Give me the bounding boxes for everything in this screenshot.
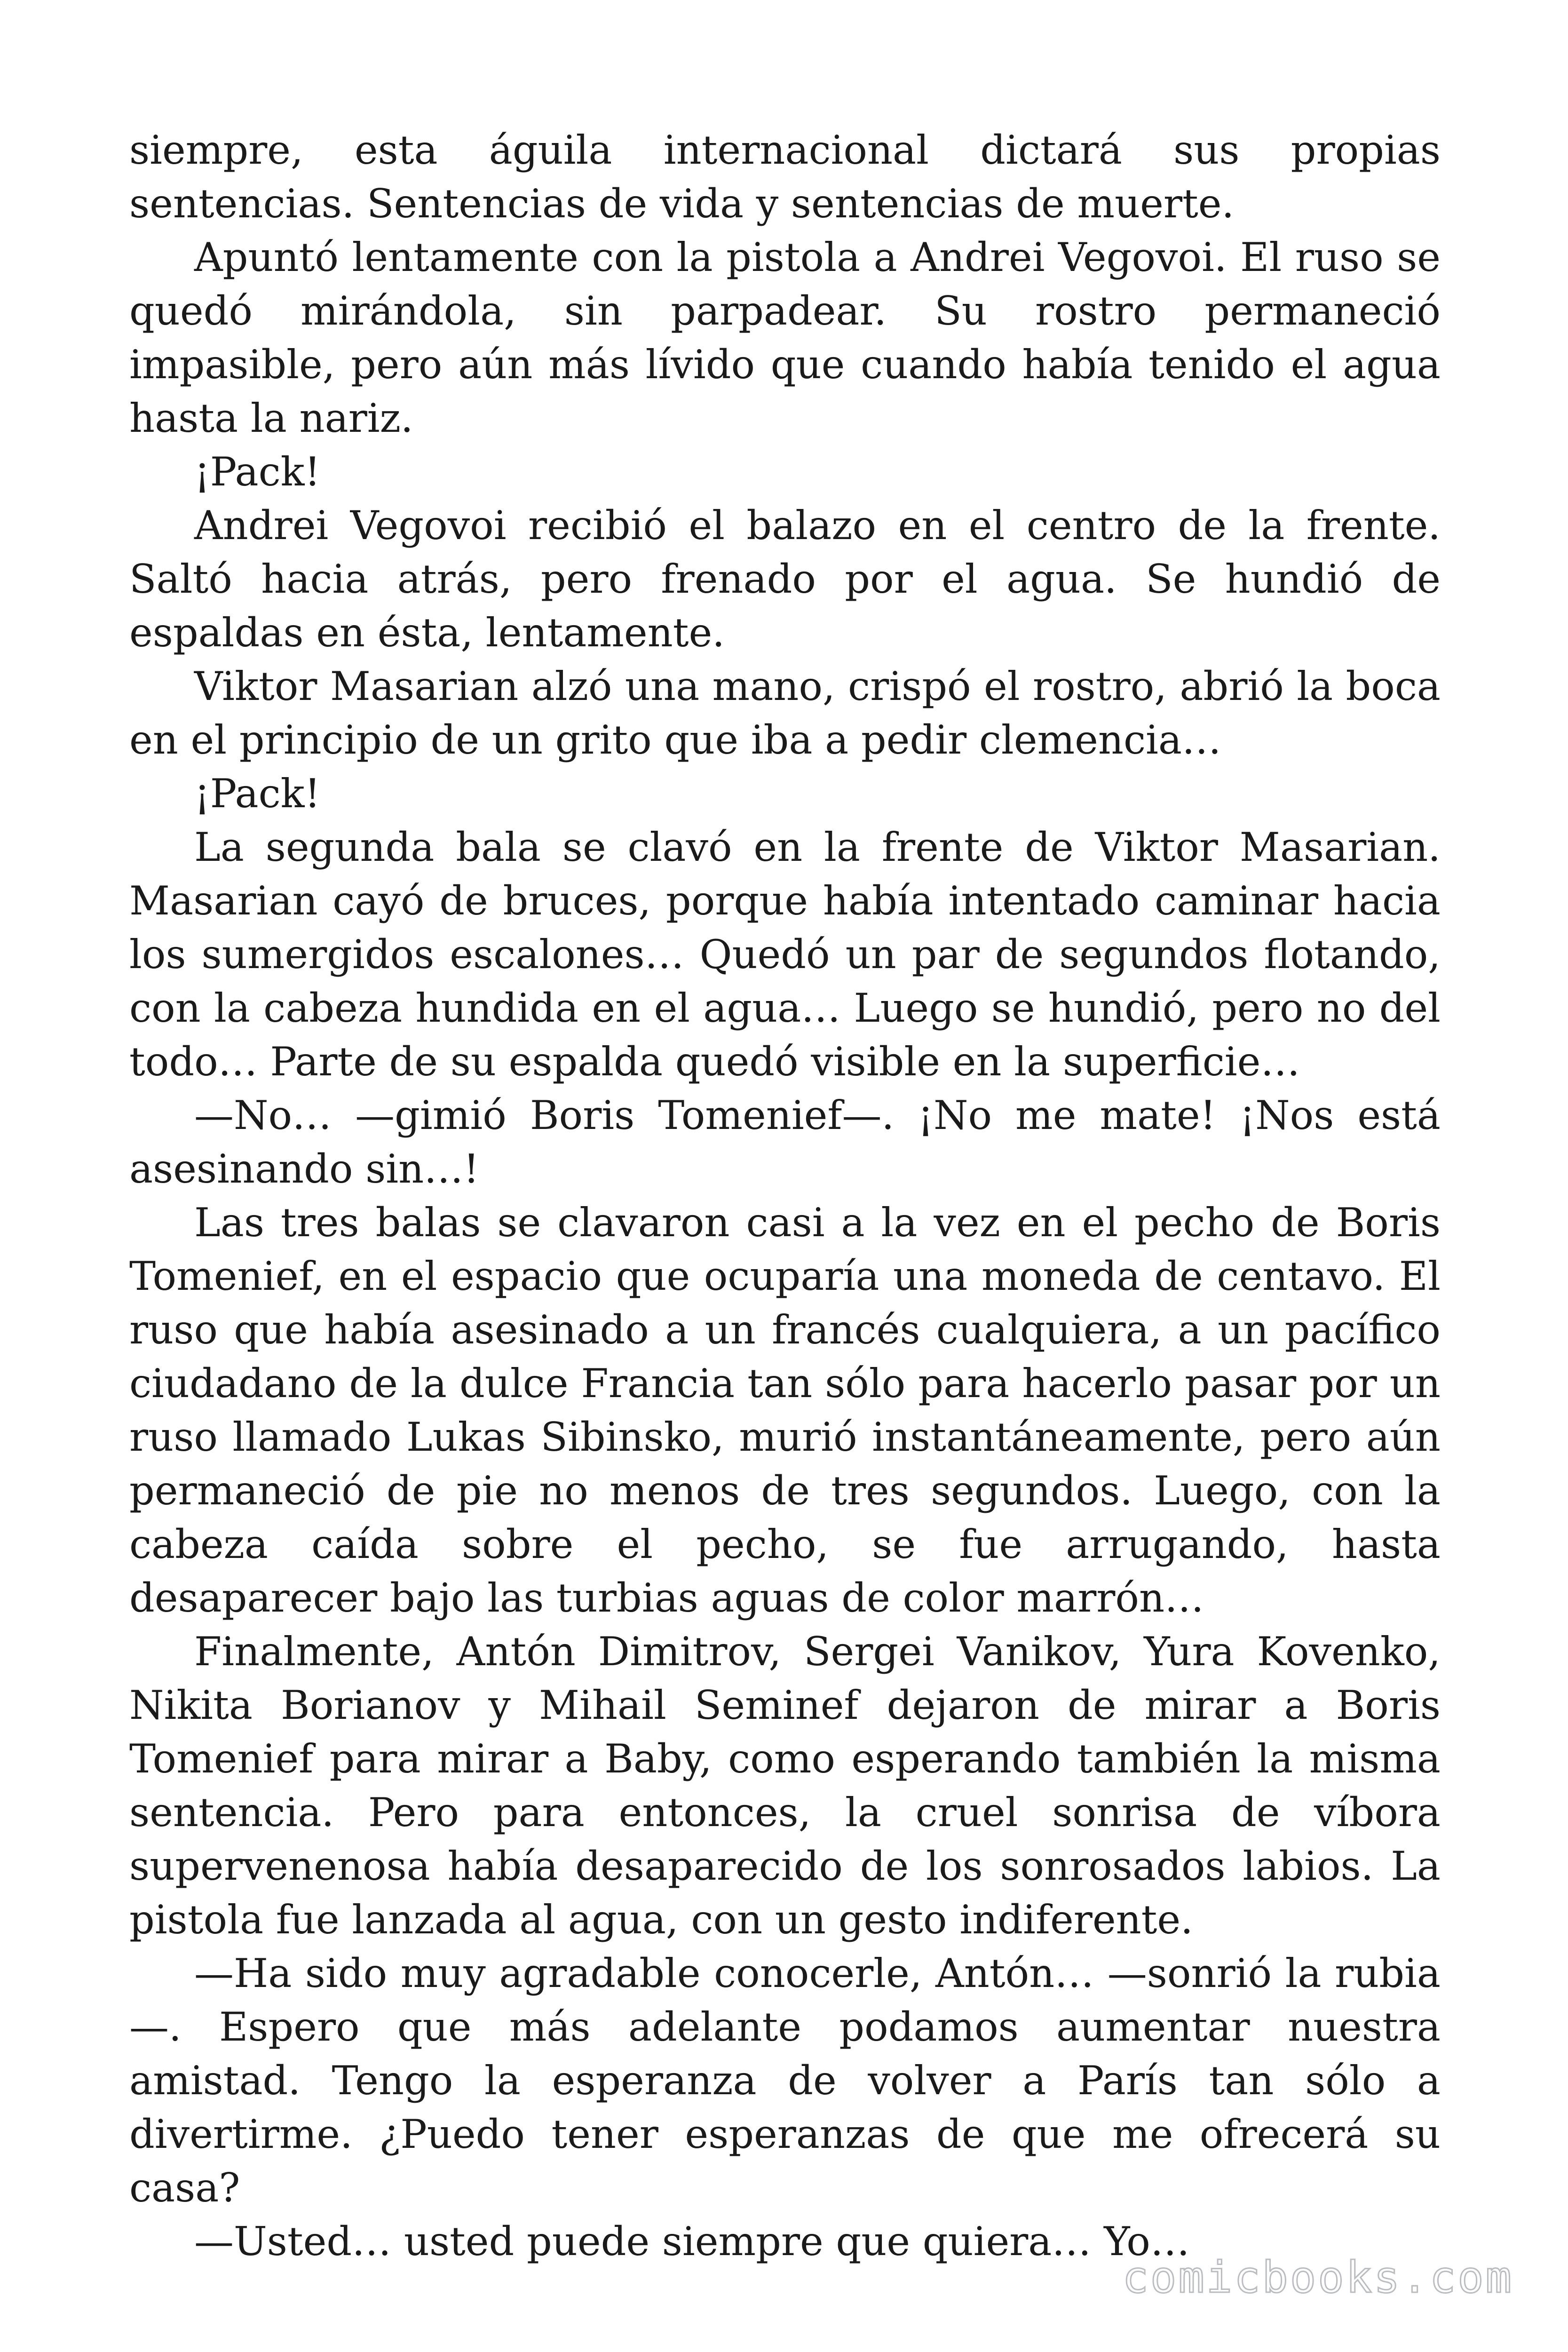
paragraph: Viktor Masarian alzó una mano, crispó el rostro, abrió la boca en el principio de un grito que iba a pedir clemencia… [129, 663, 1441, 763]
paragraph: —Usted… usted puede siempre que quiera… Yo… [194, 2218, 1190, 2265]
paragraph: —Ha sido muy agradable conocerle, Antón… —sonrió la rubia —. Espero que más adelante podamos aumentar nuestra amistad. Tengo la esperanza de volver a París tan sólo a divertirme. ¿Puedo tener esperanzas de que me ofrecerá su casa? [129, 1950, 1441, 2211]
paragraph: Andrei Vegovoi recibió el balazo en el centro de la frente. Saltó hacia atrás, pero frenado por el agua. Se hundió de espaldas en ésta, lentamente. [129, 502, 1441, 656]
paragraph: Apuntó lentamente con la pistola a Andrei Vegovoi. El ruso se quedó mirándola, sin parpadear. Su rostro permaneció impasible, pero aún más lívido que cuando había tenido el agua hasta la nariz. [129, 234, 1441, 441]
paragraph: —No… —gimió Boris Tomenief—. ¡No me mate! ¡Nos está asesinando sin…! [129, 1092, 1441, 1192]
body-text [129, 123, 1441, 2268]
paragraph: ¡Pack! [194, 771, 321, 817]
paragraph-continued: siempre, esta águila internacional dictará sus propias sentencias. Sentencias de vida y sentencias de muerte. [129, 127, 1441, 227]
paragraph: ¡Pack! [194, 449, 321, 495]
watermark: comicbooks.com [1122, 2252, 1513, 2303]
paragraph: La segunda bala se clavó en la frente de Viktor Masarian. Masarian cayó de bruces, porque había intentado caminar hacia los sumergidos escalones… Quedó un par de segundos flotando, con la cabeza hundida en el agua… Luego se hundió, pero no del todo… Parte de su espalda quedó visible en la superficie… [129, 824, 1441, 1085]
paragraph: Finalmente, Antón Dimitrov, Sergei Vanikov, Yura Kovenko, Nikita Borianov y Mihail Seminef dejaron de mirar a Boris Tomenief para mirar a Baby, como esperando también la misma sentencia. Pero para entonces, la cruel sonrisa de víbora supervenenosa había desaparecido de los sonrosados labios. La pistola fue lanzada al agua, con un gesto indiferente. [129, 1629, 1441, 1943]
paragraph: Las tres balas se clavaron casi a la vez en el pecho de Boris Tomenief, en el espacio que ocuparía una moneda de centavo. El ruso que había asesinado a un francés cualquiera, a un pacífico ciudadano de la dulce Francia tan sólo para hacerlo pasar por un ruso llamado Lukas Sibinsko, murió instantáneamente, pero aún permaneció de pie no menos de tres segundos. Luego, con la cabeza caída sobre el pecho, se fue arrugando, hasta desaparecer bajo las turbias aguas de color marrón… [129, 1200, 1441, 1621]
